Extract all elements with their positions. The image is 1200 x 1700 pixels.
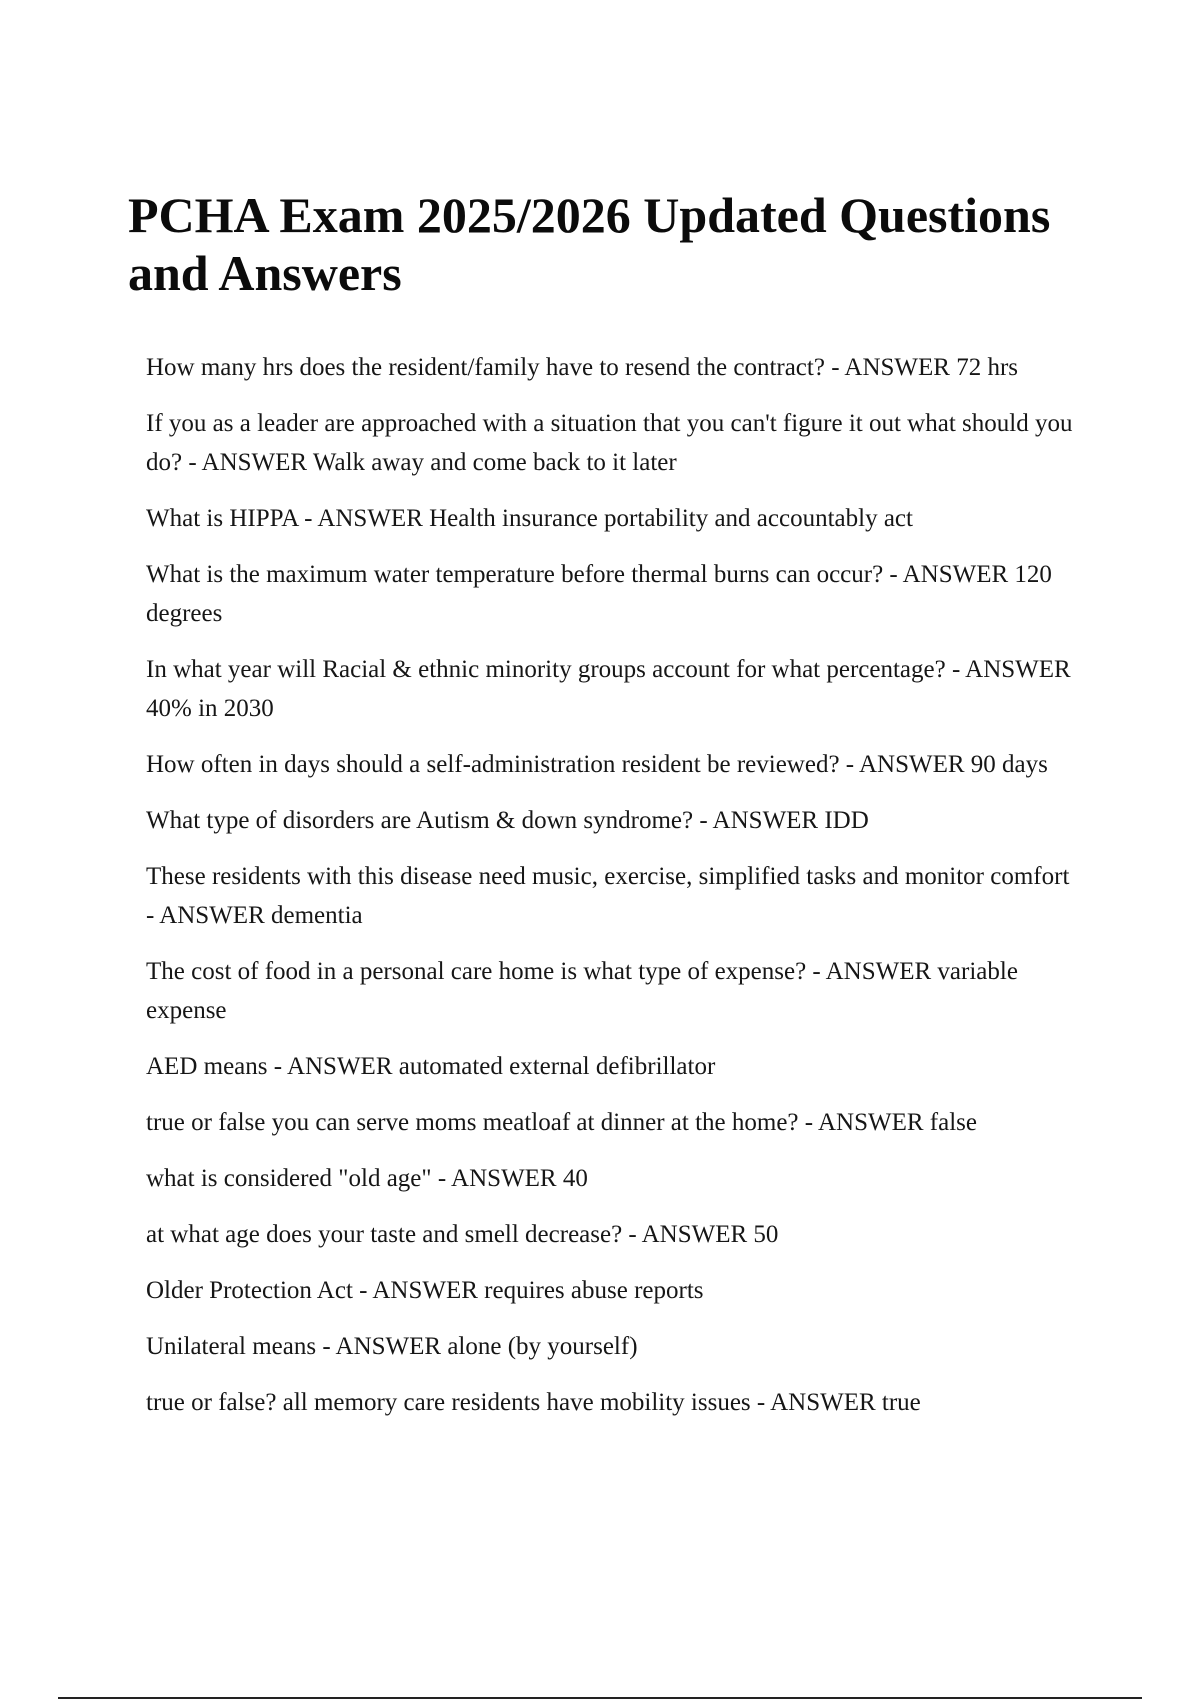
qa-item: What is the maximum water temperature before thermal burns can occur? - ANSWER 120 degrees	[146, 561, 1052, 627]
qa-item: These residents with this disease need music, exercise, simplified tasks and monitor comfort - ANSWER dementia	[146, 863, 1070, 929]
page-bottom-divider	[58, 1697, 1142, 1699]
qa-item: If you as a leader are approached with a situation that you can't figure it out what should you do? - ANSWER Walk away and come back to it later	[146, 410, 1073, 476]
qa-list	[146, 348, 1076, 1439]
page-title: PCHA Exam 2025/2026 Updated Questions and Answers	[128, 187, 1051, 301]
qa-item: The cost of food in a personal care home is what type of expense? - ANSWER variable expense	[146, 958, 1018, 1024]
qa-item: at what age does your taste and smell decrease? - ANSWER 50	[146, 1221, 779, 1248]
qa-item: Unilateral means - ANSWER alone (by yourself)	[146, 1333, 638, 1360]
qa-item: How often in days should a self-administration resident be reviewed? - ANSWER 90 days	[146, 751, 1048, 778]
qa-item: what is considered "old age" - ANSWER 40	[146, 1165, 588, 1192]
qa-item: In what year will Racial & ethnic minority groups account for what percentage? - ANSWER 40% in 2030	[146, 656, 1071, 722]
qa-item: AED means - ANSWER automated external defibrillator	[146, 1053, 716, 1080]
qa-item: Older Protection Act - ANSWER requires abuse reports	[146, 1277, 704, 1304]
qa-item: true or false you can serve moms meatloaf at dinner at the home? - ANSWER false	[146, 1109, 977, 1136]
qa-item: What is HIPPA - ANSWER Health insurance portability and accountably act	[146, 505, 913, 532]
qa-item: What type of disorders are Autism & down syndrome? - ANSWER IDD	[146, 807, 869, 834]
qa-item: true or false? all memory care residents have mobility issues - ANSWER true	[146, 1389, 921, 1416]
qa-item: How many hrs does the resident/family have to resend the contract? - ANSWER 72 hrs	[146, 354, 1018, 381]
